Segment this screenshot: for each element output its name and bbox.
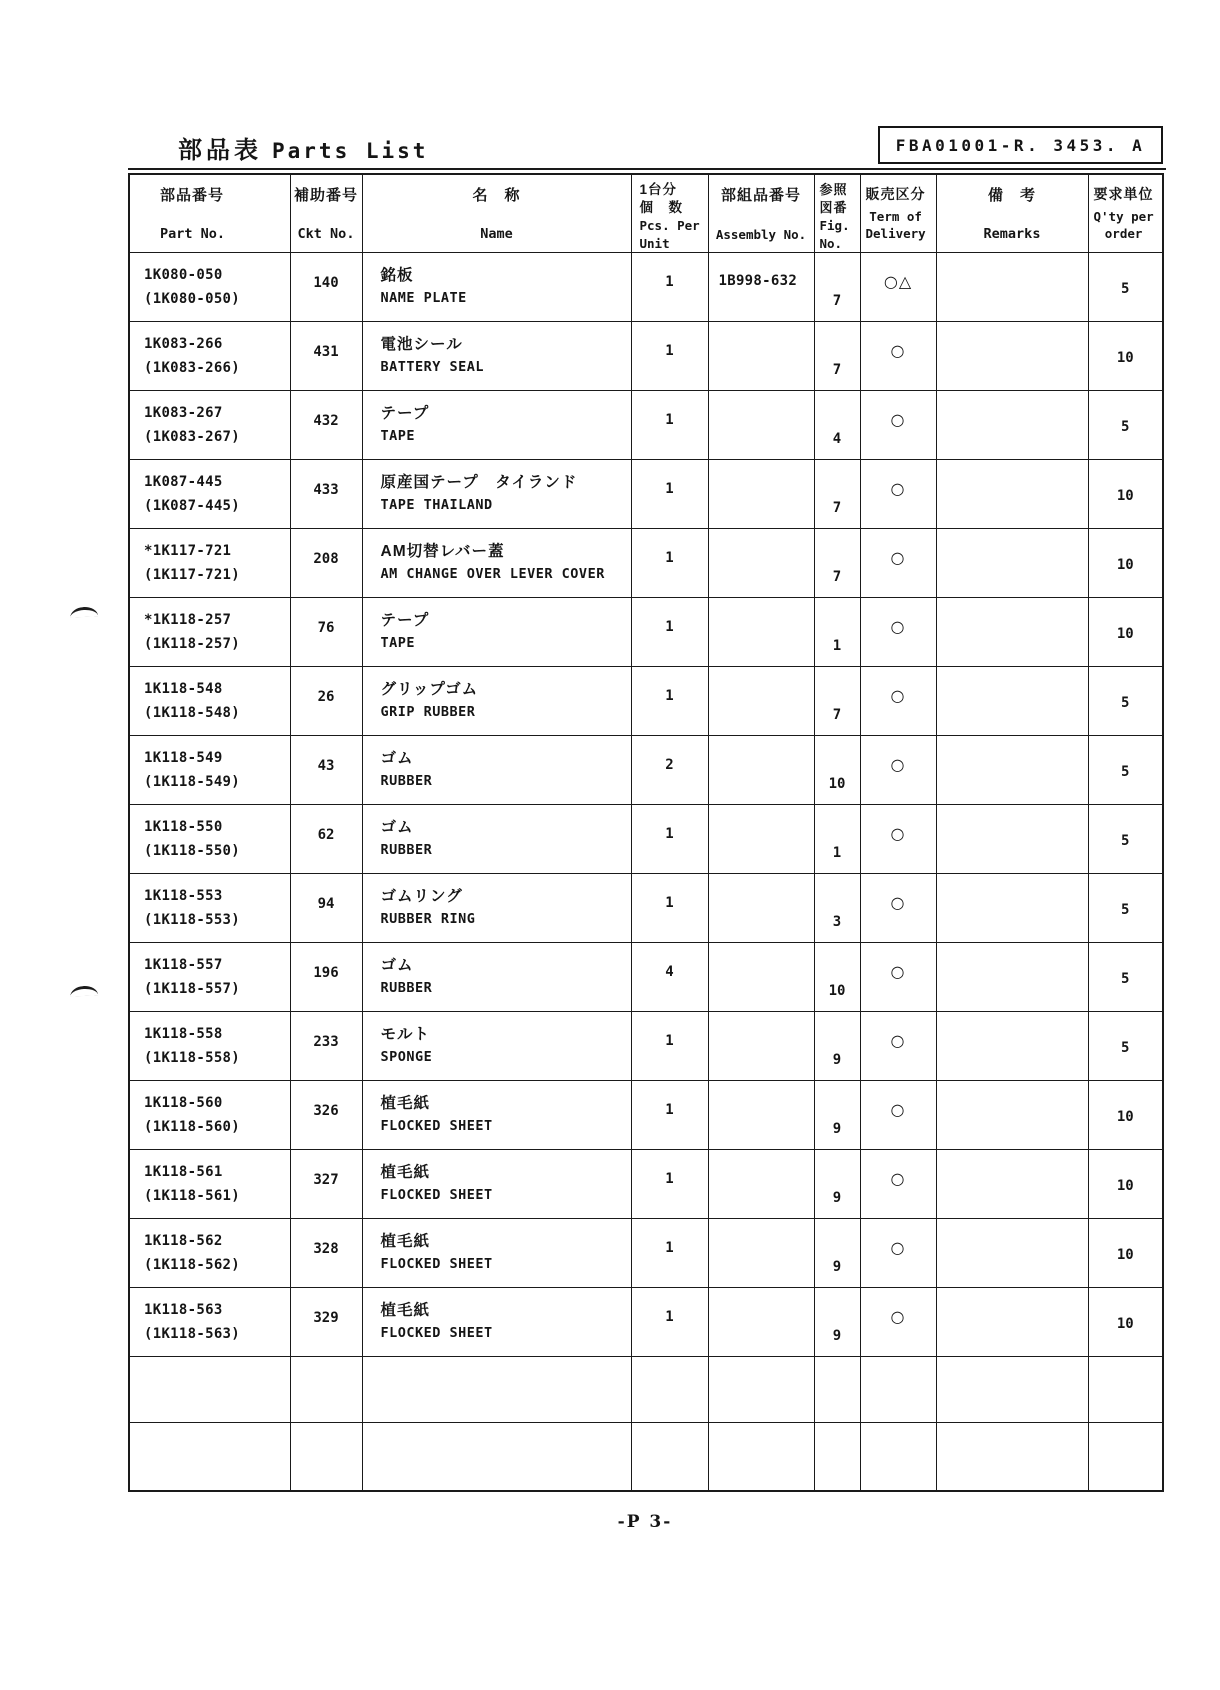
- header-assembly-no: [708, 174, 814, 252]
- qty-per-order-cell: 5: [1088, 666, 1163, 735]
- name-en: TAPE: [380, 634, 416, 651]
- parts-table: [128, 168, 1166, 1492]
- part-no: 1K083-267: [144, 404, 223, 421]
- part-no: 1K087-445: [144, 473, 223, 490]
- delivery-symbol-cell: ○△: [860, 252, 936, 321]
- table-row: [129, 735, 1163, 804]
- name-cell: [362, 1287, 631, 1356]
- ckt-no-cell: 43: [290, 735, 362, 804]
- ckt-no-cell: 327: [290, 1149, 362, 1218]
- fig-no-cell: 3: [814, 873, 860, 942]
- qty-per-order-cell: 5: [1088, 942, 1163, 1011]
- ckt-no-cell: 329: [290, 1287, 362, 1356]
- name-cell: [362, 666, 631, 735]
- remarks-cell: [936, 1218, 1088, 1287]
- part-no-paren: (1K087-445): [144, 497, 241, 514]
- remarks-cell: [936, 459, 1088, 528]
- name-en: NAME PLATE: [380, 289, 467, 306]
- part-no: 1K118-563: [144, 1301, 223, 1318]
- ckt-no-cell: 326: [290, 1080, 362, 1149]
- pcs-per-unit-cell: 1: [631, 528, 708, 597]
- name-cell: [362, 1080, 631, 1149]
- table-header: [129, 174, 1163, 252]
- name-en: FLOCKED SHEET: [380, 1324, 493, 1341]
- name-cell: [362, 942, 631, 1011]
- delivery-symbol-cell: ○: [860, 1080, 936, 1149]
- header-qty-en2: order: [1104, 226, 1143, 241]
- remarks-cell: [936, 1080, 1088, 1149]
- table-row: [129, 459, 1163, 528]
- document-number-box: [878, 126, 1163, 164]
- assembly-no-cell: [708, 1149, 814, 1218]
- name-cell: [362, 597, 631, 666]
- part-no-cell: [129, 528, 290, 597]
- assembly-no-cell: [708, 597, 814, 666]
- part-no-cell: [129, 1287, 290, 1356]
- ckt-no-cell: 196: [290, 942, 362, 1011]
- header-pcs-jp1: 1台分: [639, 182, 678, 197]
- part-no-paren: (1K118-550): [144, 842, 241, 859]
- header-part-no: [129, 174, 290, 252]
- table-row: [129, 666, 1163, 735]
- ckt-no-cell: 328: [290, 1218, 362, 1287]
- part-no-paren: (1K118-558): [144, 1049, 241, 1066]
- part-no-cell: [129, 390, 290, 459]
- table-row: [129, 597, 1163, 666]
- delivery-symbol-cell: ○: [860, 1011, 936, 1080]
- name-jp: ゴム: [380, 818, 414, 836]
- name-cell: [362, 1011, 631, 1080]
- name-jp: テープ: [380, 611, 430, 629]
- part-no: *1K118-257: [144, 611, 232, 628]
- name-jp: ゴムリング: [380, 887, 463, 905]
- delivery-symbol-cell: ○: [860, 1149, 936, 1218]
- header-pcs-jp2: 個 数: [639, 200, 683, 215]
- ckt-no-cell: 26: [290, 666, 362, 735]
- part-no: 1K118-561: [144, 1163, 223, 1180]
- ckt-no-cell: 233: [290, 1011, 362, 1080]
- name-en: TAPE THAILAND: [380, 496, 493, 513]
- assembly-no-cell: [708, 1011, 814, 1080]
- delivery-symbol-cell: ○: [860, 1287, 936, 1356]
- name-cell: [362, 735, 631, 804]
- remarks-cell: [936, 873, 1088, 942]
- name-en: FLOCKED SHEET: [380, 1255, 493, 1272]
- assembly-no-cell: [708, 735, 814, 804]
- parts-table-body: [129, 252, 1163, 1356]
- fig-no-cell: 1: [814, 804, 860, 873]
- table-row: [129, 252, 1163, 321]
- pcs-per-unit-cell: 1: [631, 1080, 708, 1149]
- qty-per-order-cell: 5: [1088, 735, 1163, 804]
- remarks-cell: [936, 528, 1088, 597]
- fig-no-cell: 4: [814, 390, 860, 459]
- name-cell: [362, 804, 631, 873]
- fig-no-cell: 9: [814, 1011, 860, 1080]
- fig-no-cell: 7: [814, 252, 860, 321]
- qty-per-order-cell: 5: [1088, 252, 1163, 321]
- name-jp: ゴム: [380, 956, 414, 974]
- page-title: [178, 130, 428, 165]
- name-cell: [362, 1149, 631, 1218]
- part-no-paren: (1K118-553): [144, 911, 241, 928]
- name-jp: 植毛紙: [380, 1163, 431, 1181]
- name-jp: AM切替レバー蓋: [380, 542, 505, 560]
- fig-no-cell: 9: [814, 1218, 860, 1287]
- remarks-cell: [936, 321, 1088, 390]
- part-no-cell: [129, 666, 290, 735]
- header-delivery-en1: Term of: [869, 209, 922, 224]
- part-no-cell: [129, 321, 290, 390]
- pcs-per-unit-cell: 1: [631, 1287, 708, 1356]
- fig-no-cell: 7: [814, 528, 860, 597]
- pcs-per-unit-cell: 1: [631, 321, 708, 390]
- header-name-jp: 名 称: [472, 187, 521, 204]
- header-name-en: Name: [480, 226, 513, 242]
- part-no-cell: [129, 1149, 290, 1218]
- part-no-cell: [129, 1080, 290, 1149]
- ckt-no-cell: 140: [290, 252, 362, 321]
- header-fig-jp1: 参照: [819, 182, 848, 197]
- pcs-per-unit-cell: 1: [631, 252, 708, 321]
- header-fig-jp2: 図番: [819, 200, 848, 215]
- binding-mark-icon: [70, 985, 98, 996]
- table-top-rule: [128, 168, 1166, 170]
- delivery-symbol-cell: ○: [860, 666, 936, 735]
- part-no-paren: (1K118-561): [144, 1187, 241, 1204]
- fig-no-cell: 7: [814, 666, 860, 735]
- ckt-no-cell: 431: [290, 321, 362, 390]
- delivery-symbol-cell: ○: [860, 321, 936, 390]
- parts-list-table: [128, 173, 1164, 1492]
- qty-per-order-cell: 10: [1088, 459, 1163, 528]
- qty-per-order-cell: 10: [1088, 1080, 1163, 1149]
- page-title-en: Parts List: [272, 139, 429, 163]
- page-number: -P 3-: [617, 1512, 673, 1532]
- table-row: [129, 528, 1163, 597]
- header-delivery-jp: 販売区分: [865, 186, 926, 202]
- header-delivery-en2: Delivery: [865, 226, 926, 241]
- part-no: 1K118-557: [144, 956, 223, 973]
- name-jp: 原産国テープ タイランド: [380, 473, 578, 491]
- name-en: RUBBER RING: [380, 910, 476, 927]
- header-qty-jp: 要求単位: [1093, 186, 1154, 202]
- header-remarks: [936, 174, 1088, 252]
- qty-per-order-cell: 5: [1088, 390, 1163, 459]
- part-no: *1K117-721: [144, 542, 232, 559]
- assembly-no-cell: [708, 459, 814, 528]
- name-jp: 電池シール: [380, 335, 463, 353]
- delivery-symbol-cell: ○: [860, 1218, 936, 1287]
- fig-no-cell: 9: [814, 1287, 860, 1356]
- name-jp: 銘板: [380, 266, 414, 284]
- part-no-paren: (1K118-560): [144, 1118, 241, 1135]
- remarks-cell: [936, 1149, 1088, 1218]
- remarks-cell: [936, 804, 1088, 873]
- table-row: [129, 1011, 1163, 1080]
- pcs-per-unit-cell: 2: [631, 735, 708, 804]
- remarks-cell: [936, 1287, 1088, 1356]
- part-no-cell: [129, 1218, 290, 1287]
- pcs-per-unit-cell: 1: [631, 390, 708, 459]
- delivery-symbol-cell: ○: [860, 528, 936, 597]
- empty-row: [129, 1422, 1163, 1491]
- part-no: 1K083-266: [144, 335, 223, 352]
- qty-per-order-cell: 5: [1088, 804, 1163, 873]
- name-cell: [362, 252, 631, 321]
- fig-no-cell: 10: [814, 735, 860, 804]
- assembly-no-cell: 1B998-632: [708, 252, 814, 321]
- pcs-per-unit-cell: 1: [631, 1011, 708, 1080]
- delivery-symbol-cell: ○: [860, 873, 936, 942]
- table-row: [129, 321, 1163, 390]
- qty-per-order-cell: 10: [1088, 528, 1163, 597]
- part-no: 1K118-549: [144, 749, 223, 766]
- table-row: [129, 1080, 1163, 1149]
- remarks-cell: [936, 252, 1088, 321]
- header-qty-en1: Q'ty per: [1093, 209, 1154, 224]
- part-no: 1K118-560: [144, 1094, 223, 1111]
- fig-no-cell: 9: [814, 1080, 860, 1149]
- header-name: [362, 174, 631, 252]
- part-no-paren: (1K080-050): [144, 290, 241, 307]
- fig-no-cell: 7: [814, 321, 860, 390]
- name-cell: [362, 390, 631, 459]
- table-row: [129, 804, 1163, 873]
- name-jp: テープ: [380, 404, 430, 422]
- table-row: [129, 942, 1163, 1011]
- table-row: [129, 1287, 1163, 1356]
- assembly-no-cell: [708, 942, 814, 1011]
- pcs-per-unit-cell: 1: [631, 666, 708, 735]
- name-jp: ゴム: [380, 749, 414, 767]
- ckt-no-cell: 208: [290, 528, 362, 597]
- pcs-per-unit-cell: 1: [631, 1149, 708, 1218]
- ckt-no-cell: 62: [290, 804, 362, 873]
- pcs-per-unit-cell: 1: [631, 459, 708, 528]
- qty-per-order-cell: 5: [1088, 873, 1163, 942]
- header-qty-per-order: [1088, 174, 1163, 252]
- part-no-paren: (1K083-266): [144, 359, 241, 376]
- qty-per-order-cell: 10: [1088, 321, 1163, 390]
- delivery-symbol-cell: ○: [860, 459, 936, 528]
- name-cell: [362, 459, 631, 528]
- part-no-cell: [129, 459, 290, 528]
- part-no: 1K118-553: [144, 887, 223, 904]
- assembly-no-cell: [708, 1287, 814, 1356]
- assembly-no-cell: [708, 528, 814, 597]
- fig-no-cell: 9: [814, 1149, 860, 1218]
- part-no-cell: [129, 873, 290, 942]
- qty-per-order-cell: 10: [1088, 1149, 1163, 1218]
- assembly-no-cell: [708, 804, 814, 873]
- part-no-cell: [129, 942, 290, 1011]
- ckt-no-cell: 76: [290, 597, 362, 666]
- delivery-symbol-cell: ○: [860, 390, 936, 459]
- part-no-paren: (1K117-721): [144, 566, 241, 583]
- name-jp: モルト: [380, 1025, 431, 1043]
- pcs-per-unit-cell: 1: [631, 873, 708, 942]
- part-no-cell: [129, 252, 290, 321]
- name-jp: 植毛紙: [380, 1232, 431, 1250]
- part-no: 1K118-550: [144, 818, 223, 835]
- parts-table-empty-rows: [129, 1356, 1163, 1491]
- delivery-symbol-cell: ○: [860, 735, 936, 804]
- header-pcs-en2: Unit: [639, 236, 670, 251]
- header-ckt-no: [290, 174, 362, 252]
- qty-per-order-cell: 5: [1088, 1011, 1163, 1080]
- assembly-no-cell: [708, 666, 814, 735]
- name-jp: 植毛紙: [380, 1301, 431, 1319]
- table-row: [129, 1149, 1163, 1218]
- part-no: 1K118-558: [144, 1025, 223, 1042]
- header-fig-en2: No.: [819, 236, 843, 251]
- header-ckt-no-jp: 補助番号: [293, 187, 358, 204]
- part-no-cell: [129, 1011, 290, 1080]
- assembly-no-cell: [708, 873, 814, 942]
- part-no-paren: (1K118-257): [144, 635, 241, 652]
- ckt-no-cell: 94: [290, 873, 362, 942]
- assembly-no-cell: [708, 1080, 814, 1149]
- header-part-no-en: Part No.: [160, 226, 226, 242]
- part-no-paren: (1K118-563): [144, 1325, 241, 1342]
- delivery-symbol-cell: ○: [860, 942, 936, 1011]
- part-no-paren: (1K118-549): [144, 773, 241, 790]
- binding-mark-icon: [70, 606, 98, 617]
- header-fig-en1: Fig.: [819, 218, 850, 233]
- part-no: 1K080-050: [144, 266, 223, 283]
- header-pcs-per-unit: [631, 174, 708, 252]
- assembly-no-cell: [708, 390, 814, 459]
- name-cell: [362, 528, 631, 597]
- part-no: 1K118-548: [144, 680, 223, 697]
- fig-no-cell: 7: [814, 459, 860, 528]
- fig-no-cell: 10: [814, 942, 860, 1011]
- name-jp: グリップゴム: [380, 680, 479, 698]
- qty-per-order-cell: 10: [1088, 597, 1163, 666]
- name-en: AM CHANGE OVER LEVER COVER: [380, 565, 605, 582]
- header-assembly-jp: 部組品番号: [720, 187, 801, 204]
- part-no-paren: (1K118-548): [144, 704, 241, 721]
- table-row: [129, 1218, 1163, 1287]
- header-fig-no: [814, 174, 860, 252]
- qty-per-order-cell: 10: [1088, 1287, 1163, 1356]
- page-title-jp: 部品表: [178, 137, 262, 164]
- name-en: SPONGE: [380, 1048, 433, 1065]
- header-pcs-en1: Pcs. Per: [639, 218, 700, 233]
- ckt-no-cell: 432: [290, 390, 362, 459]
- remarks-cell: [936, 390, 1088, 459]
- name-en: RUBBER: [380, 841, 433, 858]
- pcs-per-unit-cell: 1: [631, 804, 708, 873]
- delivery-symbol-cell: ○: [860, 597, 936, 666]
- remarks-cell: [936, 735, 1088, 804]
- name-en: TAPE: [380, 427, 416, 444]
- header-remarks-en: Remarks: [983, 226, 1041, 242]
- name-cell: [362, 1218, 631, 1287]
- name-en: FLOCKED SHEET: [380, 1117, 493, 1134]
- remarks-cell: [936, 597, 1088, 666]
- table-row: [129, 873, 1163, 942]
- assembly-no-cell: [708, 321, 814, 390]
- name-en: GRIP RUBBER: [380, 703, 476, 720]
- ckt-no-cell: 433: [290, 459, 362, 528]
- part-no-cell: [129, 597, 290, 666]
- header-part-no-jp: 部品番号: [160, 187, 225, 204]
- qty-per-order-cell: 10: [1088, 1218, 1163, 1287]
- header-ckt-no-en: Ckt No.: [297, 226, 355, 242]
- table-row: [129, 390, 1163, 459]
- fig-no-cell: 1: [814, 597, 860, 666]
- pcs-per-unit-cell: 1: [631, 597, 708, 666]
- name-en: RUBBER: [380, 772, 433, 789]
- name-en: RUBBER: [380, 979, 433, 996]
- name-cell: [362, 873, 631, 942]
- remarks-cell: [936, 666, 1088, 735]
- part-no-paren: (1K118-557): [144, 980, 241, 997]
- remarks-cell: [936, 1011, 1088, 1080]
- part-no: 1K118-562: [144, 1232, 223, 1249]
- assembly-no-cell: [708, 1218, 814, 1287]
- part-no-paren: (1K083-267): [144, 428, 241, 445]
- part-no-cell: [129, 735, 290, 804]
- header-remarks-jp: 備 考: [987, 187, 1036, 204]
- part-no-cell: [129, 804, 290, 873]
- name-cell: [362, 321, 631, 390]
- name-en: FLOCKED SHEET: [380, 1186, 493, 1203]
- name-en: BATTERY SEAL: [380, 358, 485, 375]
- header-assembly-en: Assembly No.: [715, 227, 807, 242]
- empty-row: [129, 1356, 1163, 1422]
- delivery-symbol-cell: ○: [860, 804, 936, 873]
- remarks-cell: [936, 942, 1088, 1011]
- document-number: FBA01001-R. 3453. A: [895, 135, 1146, 155]
- header-term-of-delivery: [860, 174, 936, 252]
- pcs-per-unit-cell: 4: [631, 942, 708, 1011]
- name-jp: 植毛紙: [380, 1094, 431, 1112]
- part-no-paren: (1K118-562): [144, 1256, 241, 1273]
- pcs-per-unit-cell: 1: [631, 1218, 708, 1287]
